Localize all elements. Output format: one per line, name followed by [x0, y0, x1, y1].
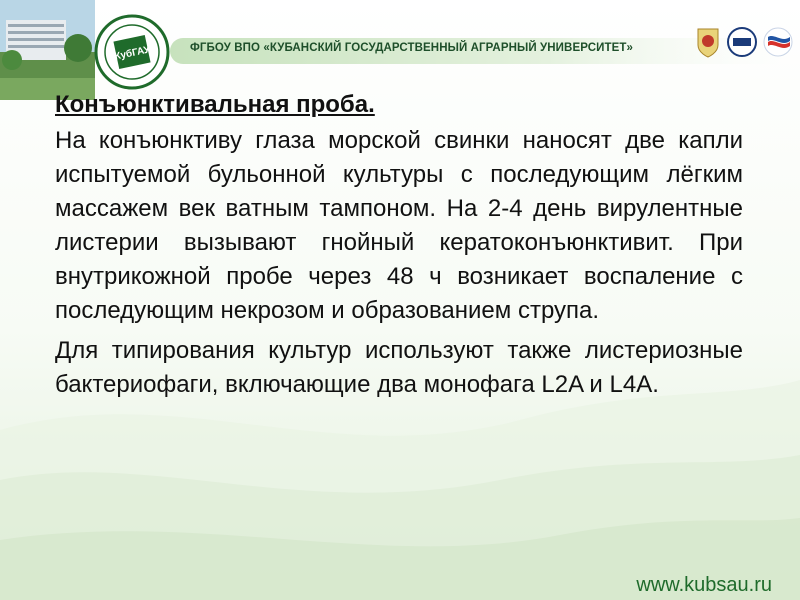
paragraph-2: Для типирования культур используют также листериозные бактериофаги, включающие два монофага L2A и L4A.: [55, 337, 743, 398]
slide-heading: Конъюнктивальная проба.: [55, 91, 375, 118]
emblem-round-icon: [728, 28, 756, 56]
partner-emblems: [694, 25, 794, 59]
coat-of-arms-icon: [698, 29, 718, 57]
institution-title: ФГБОУ ВПО «КУБАНСКИЙ ГОСУДАРСТВЕННЫЙ АГРАРНЫЙ УНИВЕРСИТЕТ»: [190, 42, 633, 54]
emblem-flag-icon: [764, 28, 792, 56]
campus-photo: [0, 0, 95, 100]
university-logo: [94, 14, 170, 90]
slide-content: [55, 88, 743, 406]
logo-text: КубГАУ: [113, 44, 152, 63]
site-url[interactable]: www.kubsau.ru: [636, 574, 772, 596]
paragraph-1: На конъюнктиву глаза морской свинки наносят две капли испытуемой бульонной культуры с последующим лёгким массажем век ватным тампоном. На 2-4 день вирулентные листерии вызывают гнойный кератоконъюнктивит. При внутрикожной пробе через 48 ч возникает воспаление с последующим некрозом и образованием струпа.: [55, 127, 743, 324]
